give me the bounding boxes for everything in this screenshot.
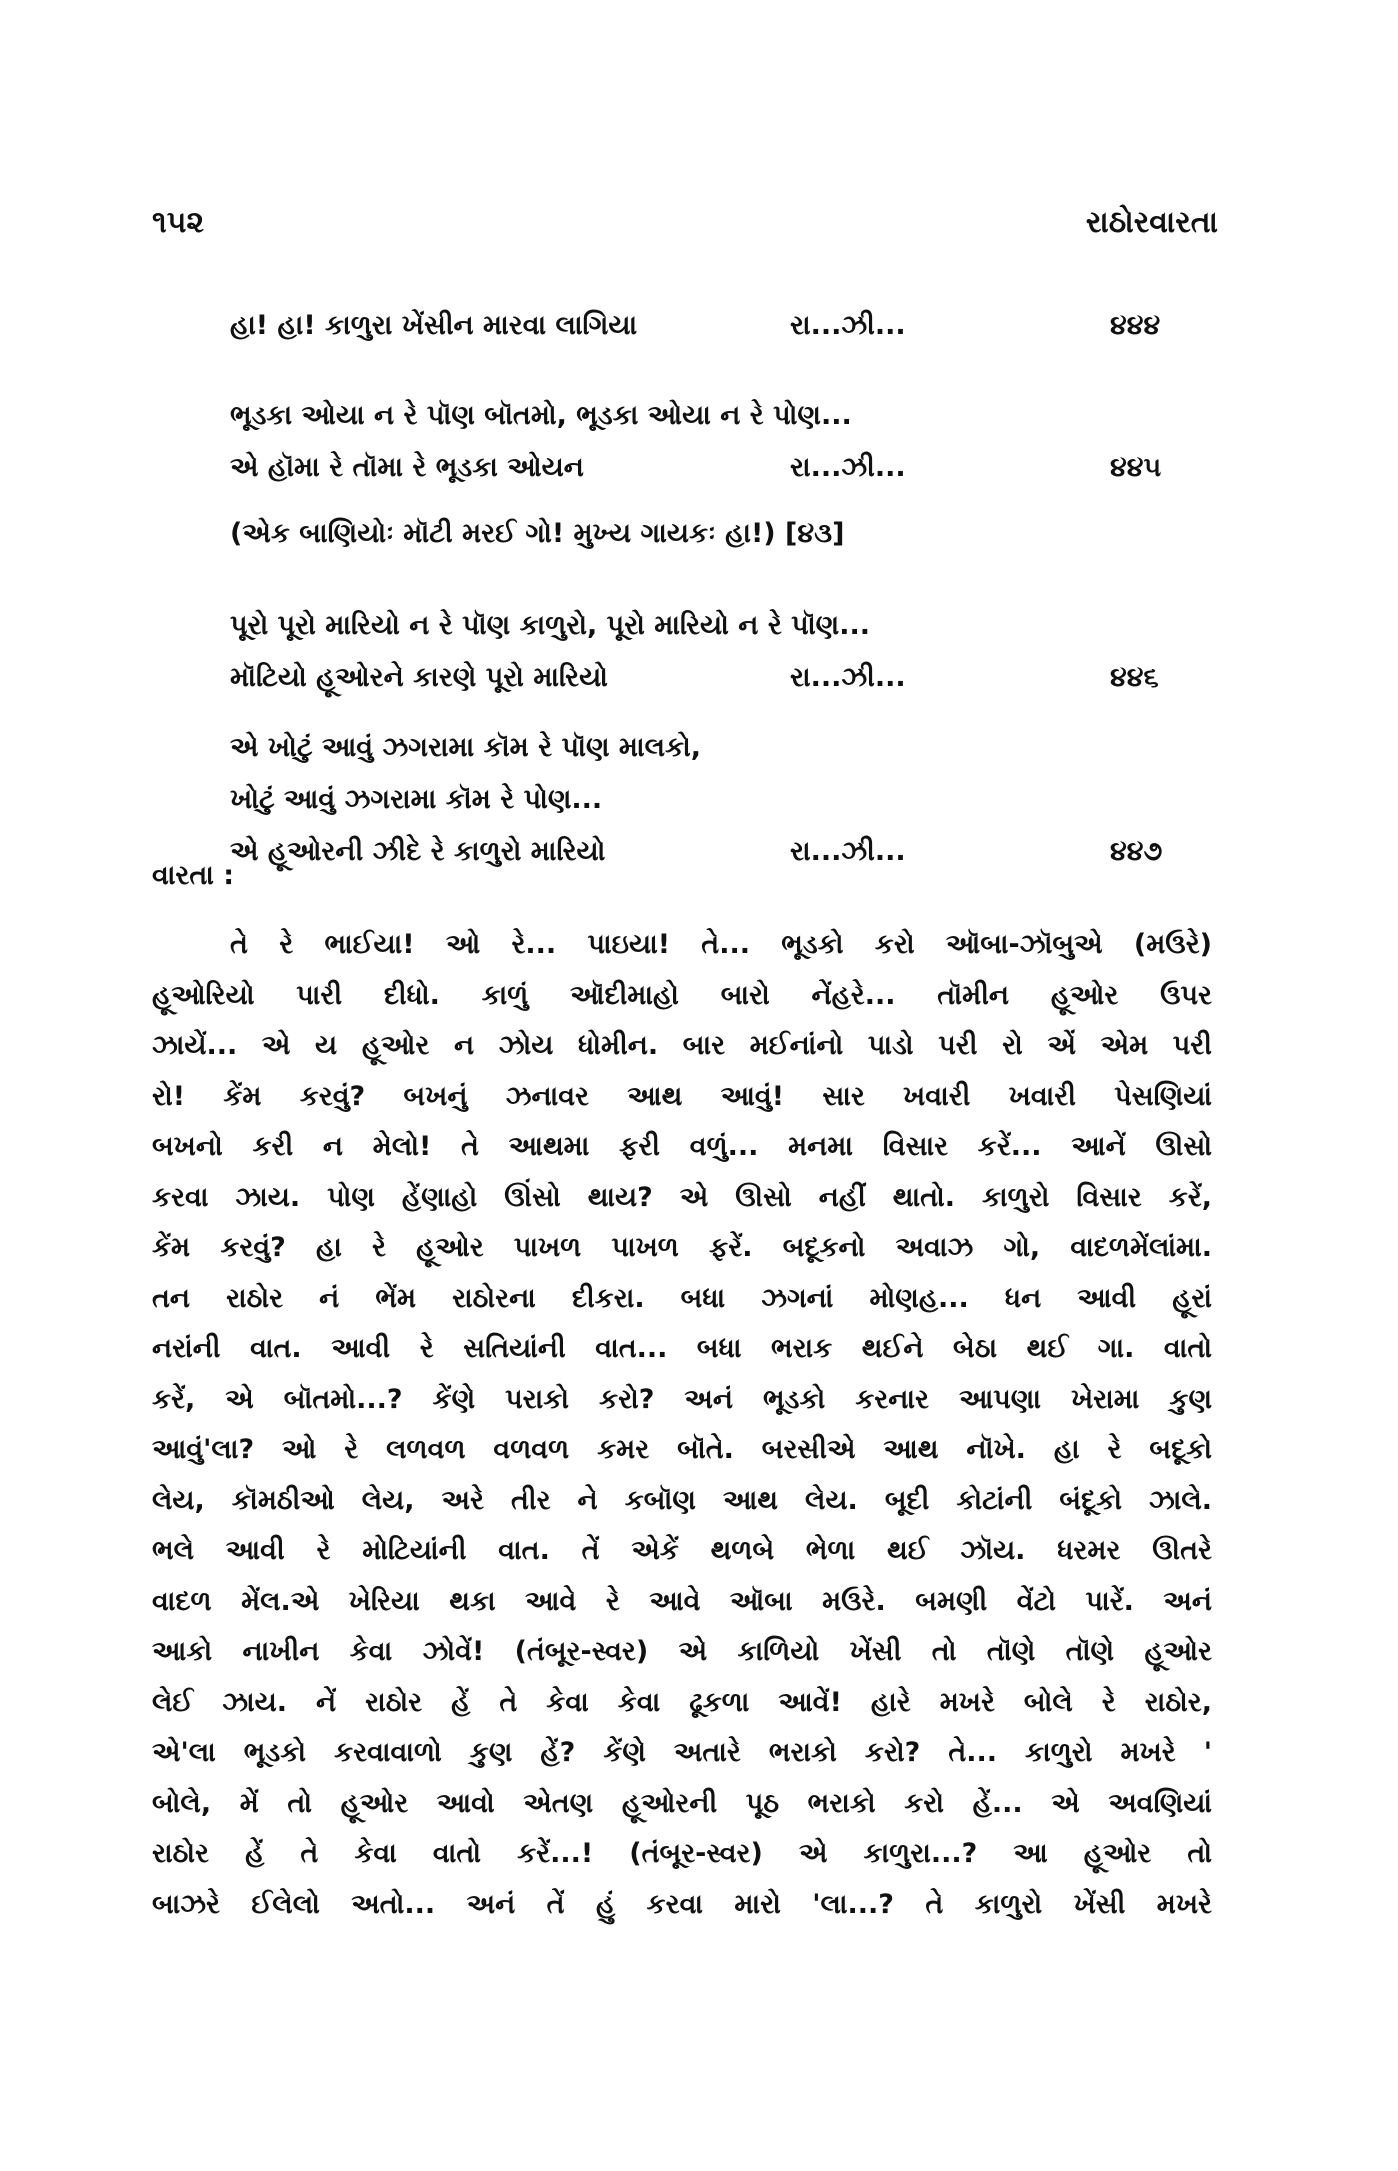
verse-line (230, 390, 1190, 442)
verse-number: ૪૪૭ (1110, 836, 1163, 867)
verse-block (230, 300, 1190, 352)
page-number: ૧૫૨ (152, 205, 205, 240)
verse-refrain: રા...ઝી... (790, 836, 906, 867)
verse-text: એ હૂઓરની ઝીદે રે કાળુરો મારિયો (230, 836, 606, 867)
prose-line: કરેં, એ બૉતમો...? કેંણે પરાકો કરો? અનં ભૂડકો કરનાર આપણા ખેરામા કુણ (152, 1383, 1212, 1415)
verse-number: ૪૪૫ (1110, 452, 1162, 483)
prose-line: ઝાયેં... એ ય હૂઓર ન ઝોય ધોમીન. બાર મઈનાંનો પાડો પરી રો એં એમ પરી (152, 1030, 1212, 1061)
verse-number: ૪૪૪ (1110, 310, 1161, 341)
prose-line: આવું'લા? ઓ રે લળવળ વળવળ કમર બૉતે. બરસીએ આથ નૉખે. હા રે બદૂકો (152, 1434, 1212, 1465)
verse-block (230, 600, 1190, 704)
page-header (152, 205, 1218, 253)
prose-line: હૂઓરિયો પારી દીધો. કાળું ઑદીમાહો બારો નેંહરે... તૉમીન હૂઓર ઉપર (152, 979, 1212, 1011)
verse-refrain: રા...ઝી... (790, 310, 906, 341)
verse-refrain: રા...ઝી... (790, 662, 906, 693)
verse-refrain: રા...ઝી... (790, 452, 906, 483)
verse-line (230, 300, 1190, 352)
verse-line (230, 442, 1190, 494)
verse-line (230, 652, 1190, 704)
prose-line: બખનો કરી ન મેલો! તે આથમા ફરી વળું... મનમા વિસાર કરેં... આનેં ઊસો (152, 1131, 1212, 1162)
verse-text: (એક બાણિયોઃ મૉટી મરઈ ગો! મુખ્ય ગાયકઃ હા!) [૪૩] (230, 518, 845, 549)
verse-text: ભૂડકા ઓયા ન રે પૉણ બૉતમો, ભૂડકા ઓયા ન રે પોણ... (230, 400, 852, 431)
prose-line: કરવા ઝાય. પોણ હેંણાહો ઊંસો થાય? એ ઊસો નહીં થાતો. કાળુરો વિસાર કરેં, (152, 1181, 1212, 1213)
verse-text: હા! હા! કાળુરા ખેંસીન મારવા લાગિયા (230, 310, 638, 341)
prose-line: આકો નાખીન કેવા ઝોવેં! (તંબૂર-સ્વર) એ કાળિયો ખેંસી તો તૉણે તૉણે હૂઓર (152, 1636, 1212, 1667)
verse-line (230, 826, 1190, 878)
prose-line: વાદળ મેંલ.એ ખેરિયા થકા આવે રે આવે ઑબા મઉરે. બમણી વેંટો પારેં. અનં (152, 1585, 1212, 1617)
verse-line (230, 722, 1190, 774)
prose-line: એ'લા ભૂડકો કરવાવાળો કુણ હેં? કેંણે અતારે ભરાકો કરો? તે... કાળુરો મખરે ' (152, 1737, 1212, 1768)
verse-line (230, 600, 1190, 652)
prose-line: બોલે, મેં તો હૂઓર આવો એતણ હૂઓરની પૂઠ ભરાકો કરો હેં... એ અવણિયાં (152, 1787, 1212, 1819)
prose-line: તે રે ભાઈયા! ઓ રે... પાઇયા! તે... ભૂડકો કરો ઑબા-ઝૉબુએ (મઉરે) (230, 929, 1212, 960)
section-label: વારતા : (152, 860, 235, 891)
verse-block (230, 508, 1190, 560)
verse-line (230, 508, 1190, 560)
verse-number: ૪૪૬ (1110, 662, 1159, 693)
prose-line: રાઠોર હેં તે કેવા વાતો કરેં...! (તંબૂર-સ્વર) એ કાળુરા...? આ હૂઓર તો (152, 1838, 1212, 1869)
verse-text: ખોટું આવું ઝગરામા કૉમ રે પોણ... (230, 784, 603, 815)
verse-text: એ હૉમા રે તૉમા રે ભૂડકા ઓયન (230, 452, 584, 483)
verse-text: પૂરો પૂરો મારિયો ન રે પૉણ કાળુરો, પૂરો મારિયો ન રે પૉણ... (230, 610, 870, 641)
prose-line: રો! કેંમ કરવું? બખનું ઝનાવર આથ આવું! સાર ખવારી ખવારી પેસણિયાં (152, 1080, 1212, 1112)
verse-block (230, 722, 1190, 878)
prose-body (152, 920, 1212, 1930)
verse-block (230, 390, 1190, 494)
prose-line: નરાંની વાત. આવી રે સતિયાંની વાત... બધા ભરાક થઈને બેઠા થઈ ગા. વાતો (152, 1333, 1212, 1364)
prose-line: ભલે આવી રે મોટિયાંની વાત. તેં એકેં થળબે ભેળા થઈ ઝૉય. ધરમર ઊતરે (152, 1535, 1212, 1566)
verse-line (230, 774, 1190, 826)
prose-line: બાઝરે ઈલેલો અતો... અનં તેં હું કરવા મારો 'લા...? તે કાળુરો ખેંસી મખરે (152, 1888, 1212, 1920)
verse-text: એ ખોટું આવું ઝગરામા કૉમ રે પૉણ માલકો, (230, 732, 702, 763)
prose-line: કેંમ કરવું? હા રે હૂઓર પાખળ પાખળ ફરેં. બદૂકનો અવાઝ ગો, વાદળમેંલાંમા. (152, 1232, 1212, 1263)
prose-line: લેઈ ઝાય. નેં રાઠોર હેં તે કેવા કેવા ઢૂકળા આવેં! હારે મખરે બોલે રે રાઠોર, (152, 1686, 1212, 1718)
prose-line: તન રાઠોર નં ભેંમ રાઠોરના દીકરા. બધા ઝગનાં મોણહ... ધન આવી હૂરાં (152, 1282, 1212, 1314)
prose-line: લેય, કૉમઠીઓ લેય, અરે તીર ને કબૉણ આથ લેય. બૂદી કોટાંની બંદૂકો ઝાલે. (152, 1484, 1212, 1516)
verse-text: મૉટિયો હૂઓરને કારણે પૂરો મારિયો (230, 662, 608, 693)
running-title: રાઠોરવારતા (1085, 205, 1218, 240)
